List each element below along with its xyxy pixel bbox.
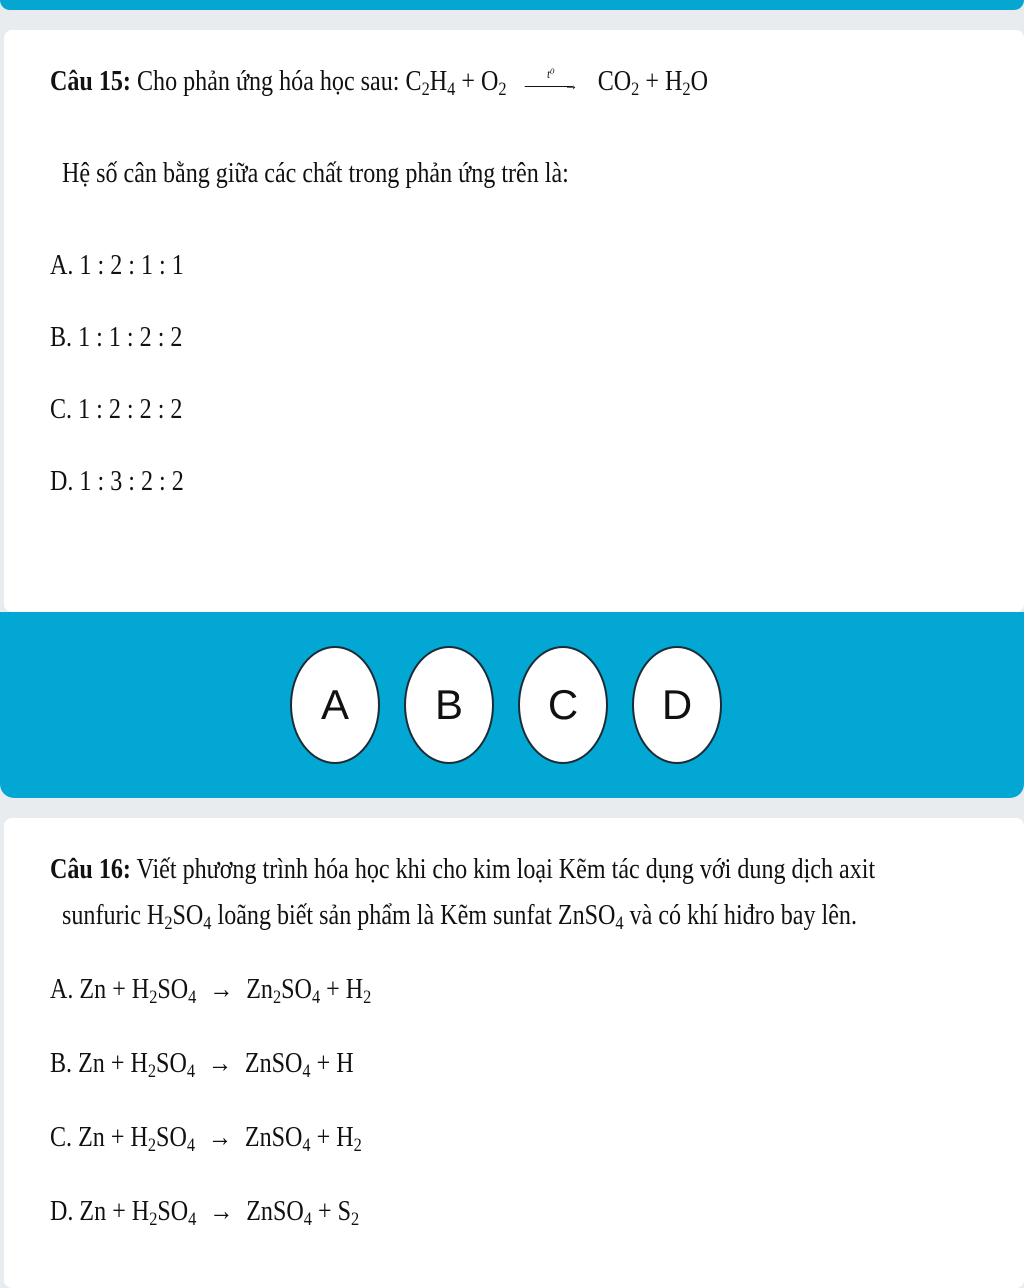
arrow-icon: → <box>207 1048 232 1079</box>
q16-option-c[interactable]: C. $Zn + H_2SO_4$ → ZnSO$_4$ + $H_2$ <box>50 1122 362 1156</box>
answer-selector-bar <box>0 612 1024 798</box>
question-15-label: Câu 15: <box>50 66 131 97</box>
option-c[interactable]: C. 1 : 2 : 2 : 2 <box>50 394 183 425</box>
question-16-line1: Viết phương trình hóa học khi cho kim loại Kẽm tác dụng với dung dịch axit <box>136 854 876 885</box>
option-a[interactable]: A. 1 : 2 : 1 : 1 <box>50 250 184 281</box>
question-15-text: Hệ số cân bằng giữa các chất trong phản ứng trên là: <box>62 158 569 189</box>
question-16-title <box>50 854 875 886</box>
question-16-card <box>4 818 1024 1288</box>
question-15-prompt: Cho phản ứng hóa học sau: <box>136 66 400 97</box>
heat-arrow-icon: t⁰ → <box>525 74 578 94</box>
top-accent-strip <box>0 0 1024 10</box>
reaction-equation: $C_2H_4 + O_2$ t⁰ → $CO_2 + H_2O$ <box>405 65 708 100</box>
option-d[interactable]: D. 1 : 3 : 2 : 2 <box>50 466 184 497</box>
answer-d-button[interactable]: D <box>632 646 722 764</box>
question-16-line2: sunfuric $H_2SO_4$ loãng biết sản phẩm là Kẽm sunfat ZnSO$_4$ và có khí hiđro bay lên. <box>62 900 857 934</box>
question-15-title <box>50 66 708 98</box>
q16-option-d[interactable]: D. $Zn + H_2SO_4$ → ZnSO$_4$ + $S_2$ <box>50 1196 360 1230</box>
arrow-icon: → <box>209 974 234 1005</box>
arrow-icon: → <box>207 1122 232 1153</box>
answer-a-button[interactable]: A <box>290 646 380 764</box>
option-b[interactable]: B. 1 : 1 : 2 : 2 <box>50 322 183 353</box>
answer-b-button[interactable]: B <box>404 646 494 764</box>
q16-option-a[interactable]: A. $Zn + H_2SO_4 \to Zn_2SO_4 + H_2$ <box>50 974 372 1008</box>
q16-option-b[interactable]: B. $Zn + H_2SO_4$ → ZnSO$_4$ + H <box>50 1048 354 1082</box>
answer-c-button[interactable]: C <box>518 646 608 764</box>
question-15-card <box>4 30 1024 612</box>
arrow-icon: → <box>209 1196 234 1227</box>
question-16-label: Câu 16: <box>50 854 131 885</box>
